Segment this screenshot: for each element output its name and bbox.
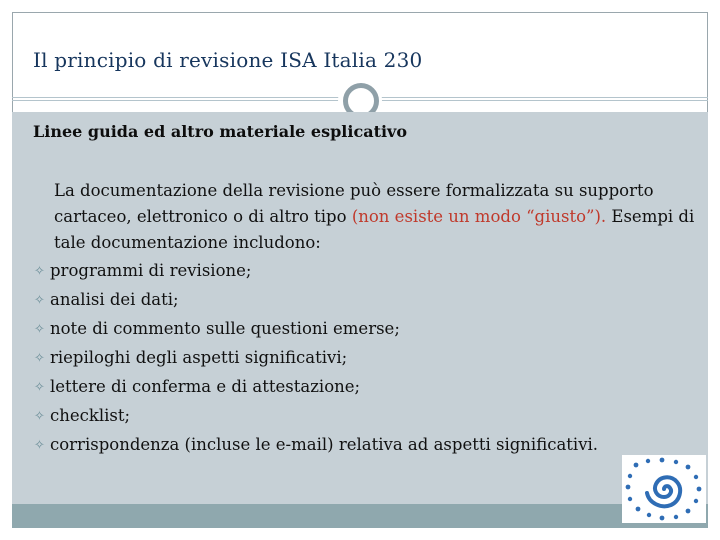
- list-item: [34, 256, 694, 285]
- curly-bullet-icon: ✧: [34, 293, 45, 308]
- list-item-text: analisi dei dati;: [50, 290, 179, 309]
- curly-bullet-icon: ✧: [34, 438, 45, 453]
- list-item: [34, 285, 694, 314]
- list-item-text: lettere di conferma e di attestazione;: [50, 377, 361, 396]
- bottom-accent-bar: [12, 504, 708, 528]
- curly-bullet-icon: ✧: [34, 380, 45, 395]
- examples-list: [34, 256, 694, 459]
- list-item-text: programmi di revisione;: [50, 261, 252, 280]
- slide-title: Il principio di revisione ISA Italia 230: [33, 48, 423, 72]
- curly-bullet-icon: ✧: [34, 322, 45, 337]
- list-item: [34, 430, 694, 459]
- list-item-text: corrispondenza (incluse le e-mail) relativa ad aspetti significativi.: [50, 435, 599, 454]
- intro-highlight: (non esiste un modo “giusto”).: [351, 207, 607, 226]
- list-item-text: note di commento sulle questioni emerse;: [50, 319, 400, 338]
- list-item: [34, 343, 694, 372]
- intro-text-part2: Esempi di tale documentazione includono:: [54, 207, 695, 252]
- spiral-logo-icon: [622, 455, 706, 523]
- list-item: [34, 314, 694, 343]
- spiral-logo-graphic: [622, 455, 706, 523]
- list-item: [34, 401, 694, 430]
- list-item-text: checklist;: [50, 406, 131, 425]
- list-item: [34, 372, 694, 401]
- curly-bullet-icon: ✧: [34, 409, 45, 424]
- curly-bullet-icon: ✧: [34, 264, 45, 279]
- list-item-text: riepiloghi degli aspetti significativi;: [50, 348, 348, 367]
- slide-subtitle: Linee guida ed altro materiale esplicativo: [33, 122, 408, 141]
- intro-paragraph: [54, 178, 704, 256]
- curly-bullet-icon: ✧: [34, 351, 45, 366]
- intro-text-part1: La documentazione della revisione può essere formalizzata su supporto cartaceo, elettronico o di altro tipo: [54, 181, 654, 226]
